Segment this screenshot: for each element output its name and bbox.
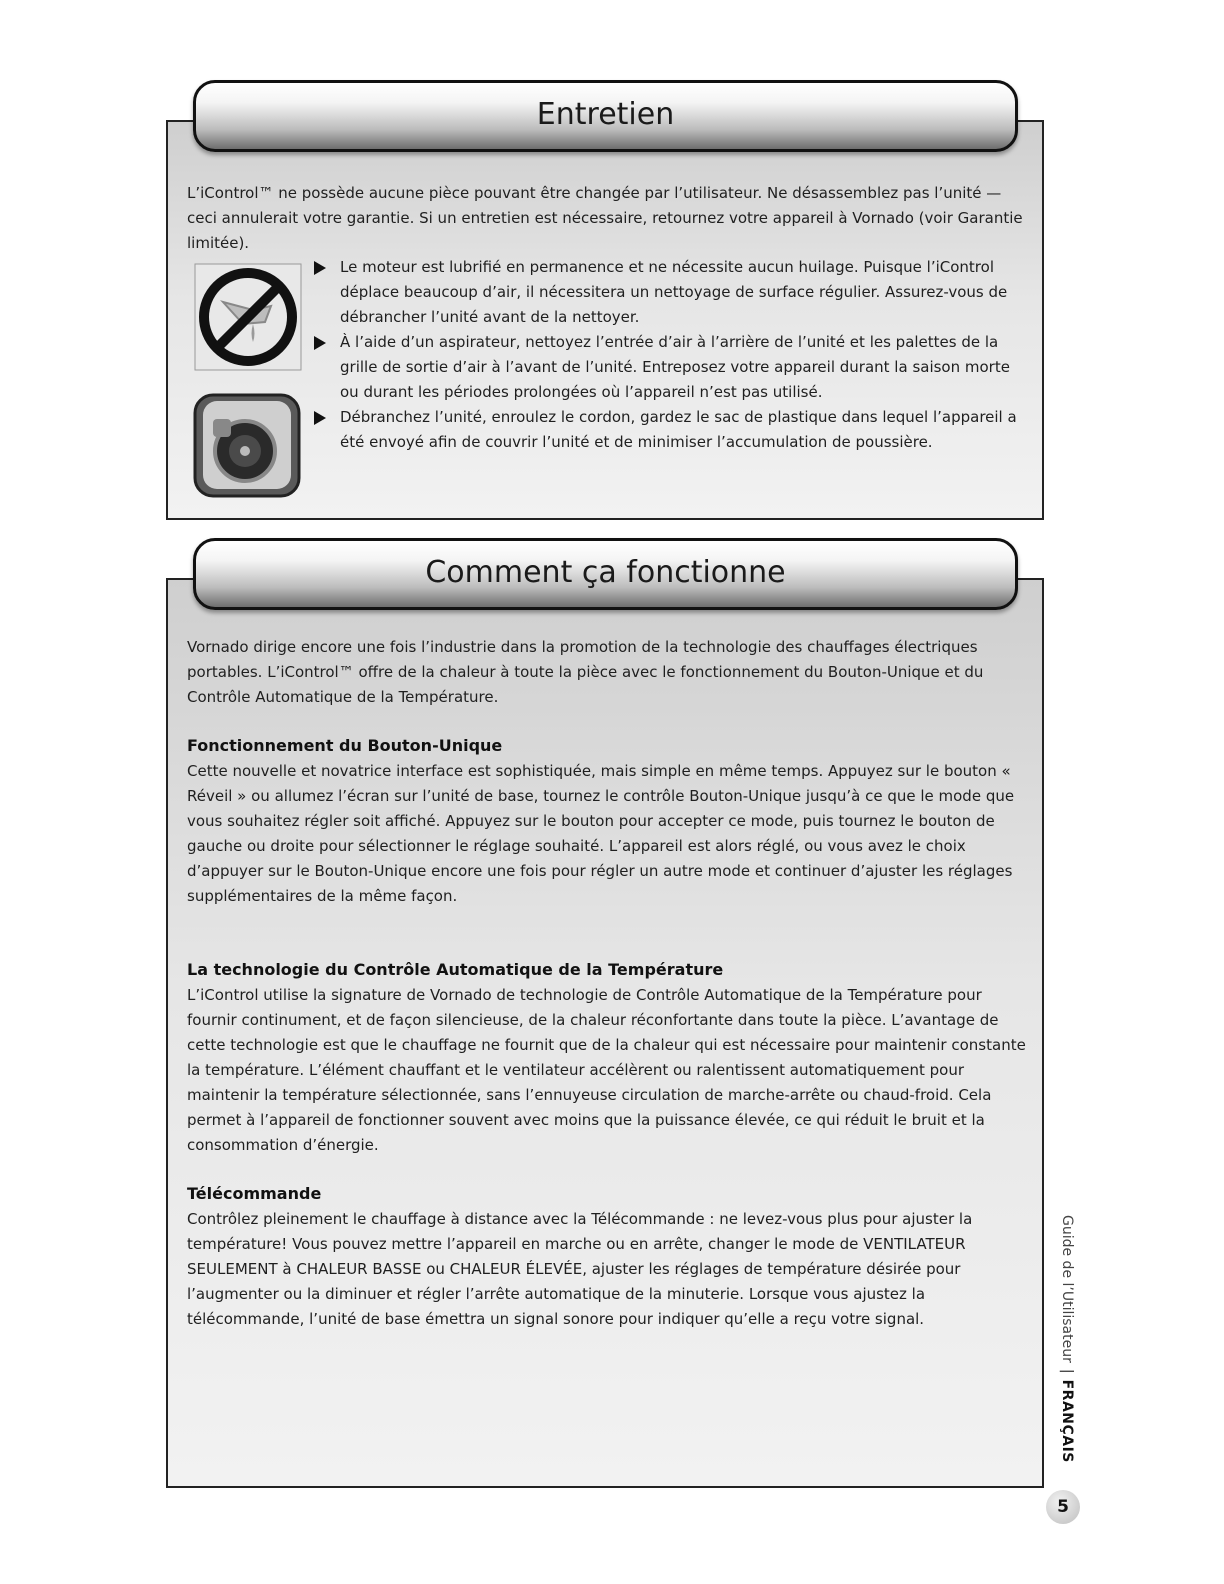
how-it-works-banner <box>193 538 1018 610</box>
remote-text: Contrôlez pleinement le chauffage à distance avec la Télécommande : ne levez-vous plus pour ajuster la température! Vous pouvez mettre l’appareil en marche ou en arrête, changer le mode de VENTILATEUR SEULEMENT à CHALEUR BASSE ou CHALEUR ÉLEVÉE, ajuster les réglages de température désirée pour l’augmenter ou la diminuer et régler l’arrête automatique de la minuterie. Lorsque vous ajustez la télécommande, l’unité de base émettra un signal sonore pour indiquer qu’elle a reçu votre signal. <box>187 1210 973 1328</box>
language-label: FRANÇAIS <box>1059 1379 1075 1463</box>
one-touch-text: Cette nouvelle et novatrice interface est sophistiquée, mais simple en même temps. Appuyez sur le bouton « Réveil » ou allumez l’écran sur l’unité de base, tournez le contrôle Bouton-Unique jusqu’à ce que le mode que vous souhaitez régler soit affiché. Appuyez sur le bouton pour accepter ce mode, puis tournez le bouton de gauche ou droite pour sélectionner le réglage souhaité. L’appareil est alors réglé, ou vous avez le choix d’appuyer sur le Bouton-Unique encore une fois pour régler un autre mode et continuer d’ajuster les réglages supplémentaires de la même façon. <box>187 762 1015 905</box>
maintenance-banner <box>193 80 1018 152</box>
one-touch-heading: Fonctionnement du Bouton-Unique <box>187 736 503 755</box>
page-number: 5 <box>1046 1490 1080 1524</box>
remote-heading: Télécommande <box>187 1184 322 1203</box>
guide-label: Guide de l’Utilisateur <box>1059 1215 1075 1363</box>
footer-separator: | <box>1059 1368 1075 1374</box>
how-it-works-title: Comment ça fonctionne <box>425 554 786 590</box>
maintenance-bullet-list <box>312 255 1024 455</box>
list-item: À l’aide d’un aspirateur, nettoyez l’entrée d’air à l’arrière de l’unité et les palettes de la grille de sortie d’air à l’avant de l’unité. Entreposez votre appareil durant la saison morte ou durant les périodes prolongées où l’appareil n’est pas utilisé. <box>312 330 1024 405</box>
maintenance-intro: L’iControl™ ne possède aucune pièce pouvant être changée par l’utilisateur. Ne désassemblez pas l’unité — ceci annulerait votre garantie. Si un entretien est nécessaire, retournez votre appareil à Vornado (voir Garantie limitée). <box>187 184 1023 252</box>
bullet-arrow-icon <box>314 261 326 275</box>
bullet-arrow-icon <box>314 336 326 350</box>
list-item: Le moteur est lubrifié en permanence et ne nécessite aucun huilage. Puisque l’iControl déplace beaucoup d’air, il nécessitera un nettoyage de surface régulier. Assurez-vous de débrancher l’unité avant de la nettoyer. <box>312 255 1024 330</box>
bullet-arrow-icon <box>314 411 326 425</box>
list-item: Débranchez l’unité, enroulez le cordon, gardez le sac de plastique dans lequel l’appareil a été envoyé afin de couvrir l’unité et de minimiser l’accumulation de poussière. <box>312 405 1024 455</box>
auto-climate-text: L’iControl utilise la signature de Vornado de technologie de Contrôle Automatique de la Température pour fournir continument, et de façon silencieuse, de la chaleur réconfortante dans toute la pièce. L’avantage de cette technologie est que le chauffage ne fournit que de la chaleur qui est nécessaire pour maintenir constante la température. L’élément chauffant et le ventilateur accélèrent ou ralentissent automatiquement pour maintenir la température sélectionnée, sans l’ennuyeuse circulation de marche-arrête ou chaud-froid. Cela permet à l’appareil de fonctionner souvent avec moins que la puissance élevée, ce qui réduit le bruit et la consommation d’énergie. <box>187 986 1026 1154</box>
how-it-works-intro: Vornado dirige encore une fois l’industrie dans la promotion de la technologie des chauffages électriques portables. L’iControl™ offre de la chaleur à toute la pièce avec le fonctionnement du Bouton-Unique et du Contrôle Automatique de la Température. <box>187 638 984 706</box>
auto-climate-heading: La technologie du Contrôle Automatique de la Température <box>187 960 724 979</box>
heater-unit-photo <box>193 393 301 498</box>
maintenance-title: Entretien <box>536 96 675 132</box>
side-footer <box>1052 1215 1082 1480</box>
no-oiling-prohibited-icon <box>193 262 303 372</box>
